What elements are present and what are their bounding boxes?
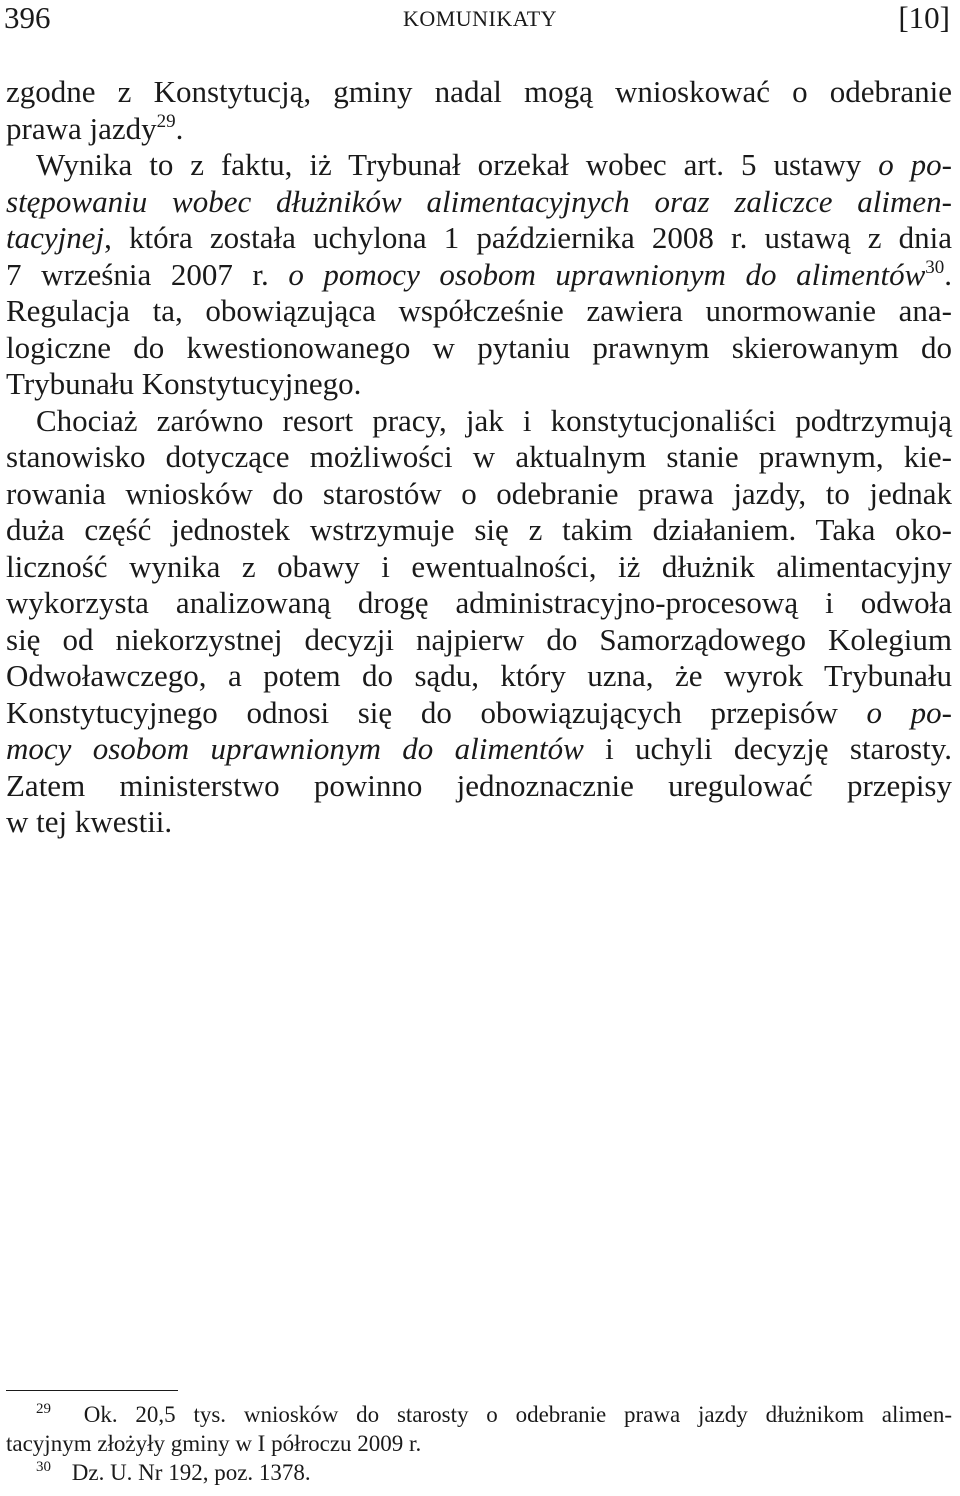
text-run: prawa jazdy xyxy=(6,110,157,146)
footnote-line: 30 Dz. U. Nr 192, poz. 1378. xyxy=(36,1459,311,1485)
text-run: , która została uchylona 1 października 2008 r. ustawą z dnia xyxy=(104,220,952,255)
text-line xyxy=(6,768,952,805)
text-line xyxy=(6,330,952,367)
text-line xyxy=(6,476,952,513)
text-run: Regulacja ta, obowiązująca współcześnie zawiera unormowanie ana- xyxy=(6,293,952,328)
body-text xyxy=(6,74,952,841)
text-run: stanowisko dotyczące możliwości w aktualnym stanie prawnym, kie- xyxy=(6,439,952,474)
text-line xyxy=(6,220,952,257)
section-number: [10] xyxy=(898,0,950,35)
footnote-line xyxy=(6,1429,952,1458)
text-run: duża część jednostek wstrzymuje się z takim działaniem. Taka oko- xyxy=(6,512,952,547)
footnote-text: tacyjnym złożyły gminy w I półroczu 2009 r. xyxy=(6,1431,422,1456)
text-run: liczność wynika z obawy i ewentualności, iż dłużnik alimentacyjny xyxy=(6,548,952,584)
page-number: 396 xyxy=(4,0,51,35)
text-line xyxy=(6,257,952,294)
text-line xyxy=(6,403,952,440)
text-run: i uchyli decyzję starosty. xyxy=(583,731,952,766)
italic-text: o po- xyxy=(866,694,952,730)
text-run: Odwoławczego, a potem do sądu, który uzna, że wyrok Trybunału xyxy=(6,658,952,693)
text-run: wykorzysta analizowaną drogę administracyjno-procesową i odwoła xyxy=(6,585,952,620)
text-run: 7 września 2007 r. xyxy=(6,256,289,292)
italic-text: tacyjnej xyxy=(6,220,105,255)
footnote-ref: 29 xyxy=(156,110,176,132)
text-line xyxy=(6,439,952,476)
footnote-line: 29 Ok. 20,5 tys. wniosków do starosty o odebranie prawa jazdy dłużnikom alimen- xyxy=(36,1401,952,1427)
text-line xyxy=(6,74,952,111)
text-line xyxy=(6,512,952,549)
text-line xyxy=(6,111,952,148)
text-run: Chociaż zarówno resort pracy, jak i konstytucjonaliści podtrzymują xyxy=(36,402,952,438)
text-run: Trybunału Konstytucyjnego. xyxy=(6,366,362,401)
italic-text: o po- xyxy=(878,147,952,182)
text-run: Konstytucyjnego odnosi się do obowiązujących przepisów xyxy=(6,694,867,730)
text-run: . xyxy=(944,256,952,292)
text-line xyxy=(6,731,952,768)
text-line xyxy=(6,549,952,586)
text-run: Zatem ministerstwo powinno jednoznacznie uregulować przepisy xyxy=(6,767,952,803)
text-line xyxy=(6,293,952,330)
text-line xyxy=(6,622,952,659)
text-line xyxy=(6,147,952,184)
text-line xyxy=(6,585,952,622)
italic-text: o pomocy osobom uprawnionym do alimentów xyxy=(288,256,926,292)
footnotes xyxy=(6,1400,952,1487)
italic-text: stępowaniu wobec dłużników alimentacyjnych oraz zaliczce alimen- xyxy=(6,183,952,219)
text-line xyxy=(6,184,952,221)
italic-text: mocy osobom uprawnionym do alimentów xyxy=(6,731,584,766)
text-run: rowania wniosków do starostów o odebranie prawa jazdy, to jednak xyxy=(6,475,952,511)
text-run: w tej kwestii. xyxy=(6,804,173,839)
text-line xyxy=(6,695,952,732)
text-line xyxy=(6,658,952,695)
text-run: logiczne do kwestionowanego w pytaniu prawnym skierowanym do xyxy=(6,329,952,365)
text-run: . xyxy=(175,110,184,146)
text-run: się od niekorzystnej decyzji najpierw do Samorządowego Kolegium xyxy=(6,621,952,657)
text-line xyxy=(6,366,952,403)
running-title: KOMUNIKATY xyxy=(402,6,558,31)
text-run: zgodne z Konstytucją, gminy nadal mogą wnioskować o odebranie xyxy=(6,74,952,109)
footnote-separator xyxy=(6,1390,178,1391)
footnote-text: Ok. 20,5 tys. wniosków do starosty o odebranie prawa jazdy dłużnikom alimen- xyxy=(66,1402,952,1427)
text-run: Wynika to z faktu, iż Trybunał orzekał wobec art. 5 ustawy xyxy=(36,147,879,182)
footnote-ref: 30 xyxy=(925,256,945,278)
footnote-text: Dz. U. Nr 192, poz. 1378. xyxy=(66,1460,311,1485)
running-head xyxy=(0,0,960,40)
text-line xyxy=(6,804,952,841)
